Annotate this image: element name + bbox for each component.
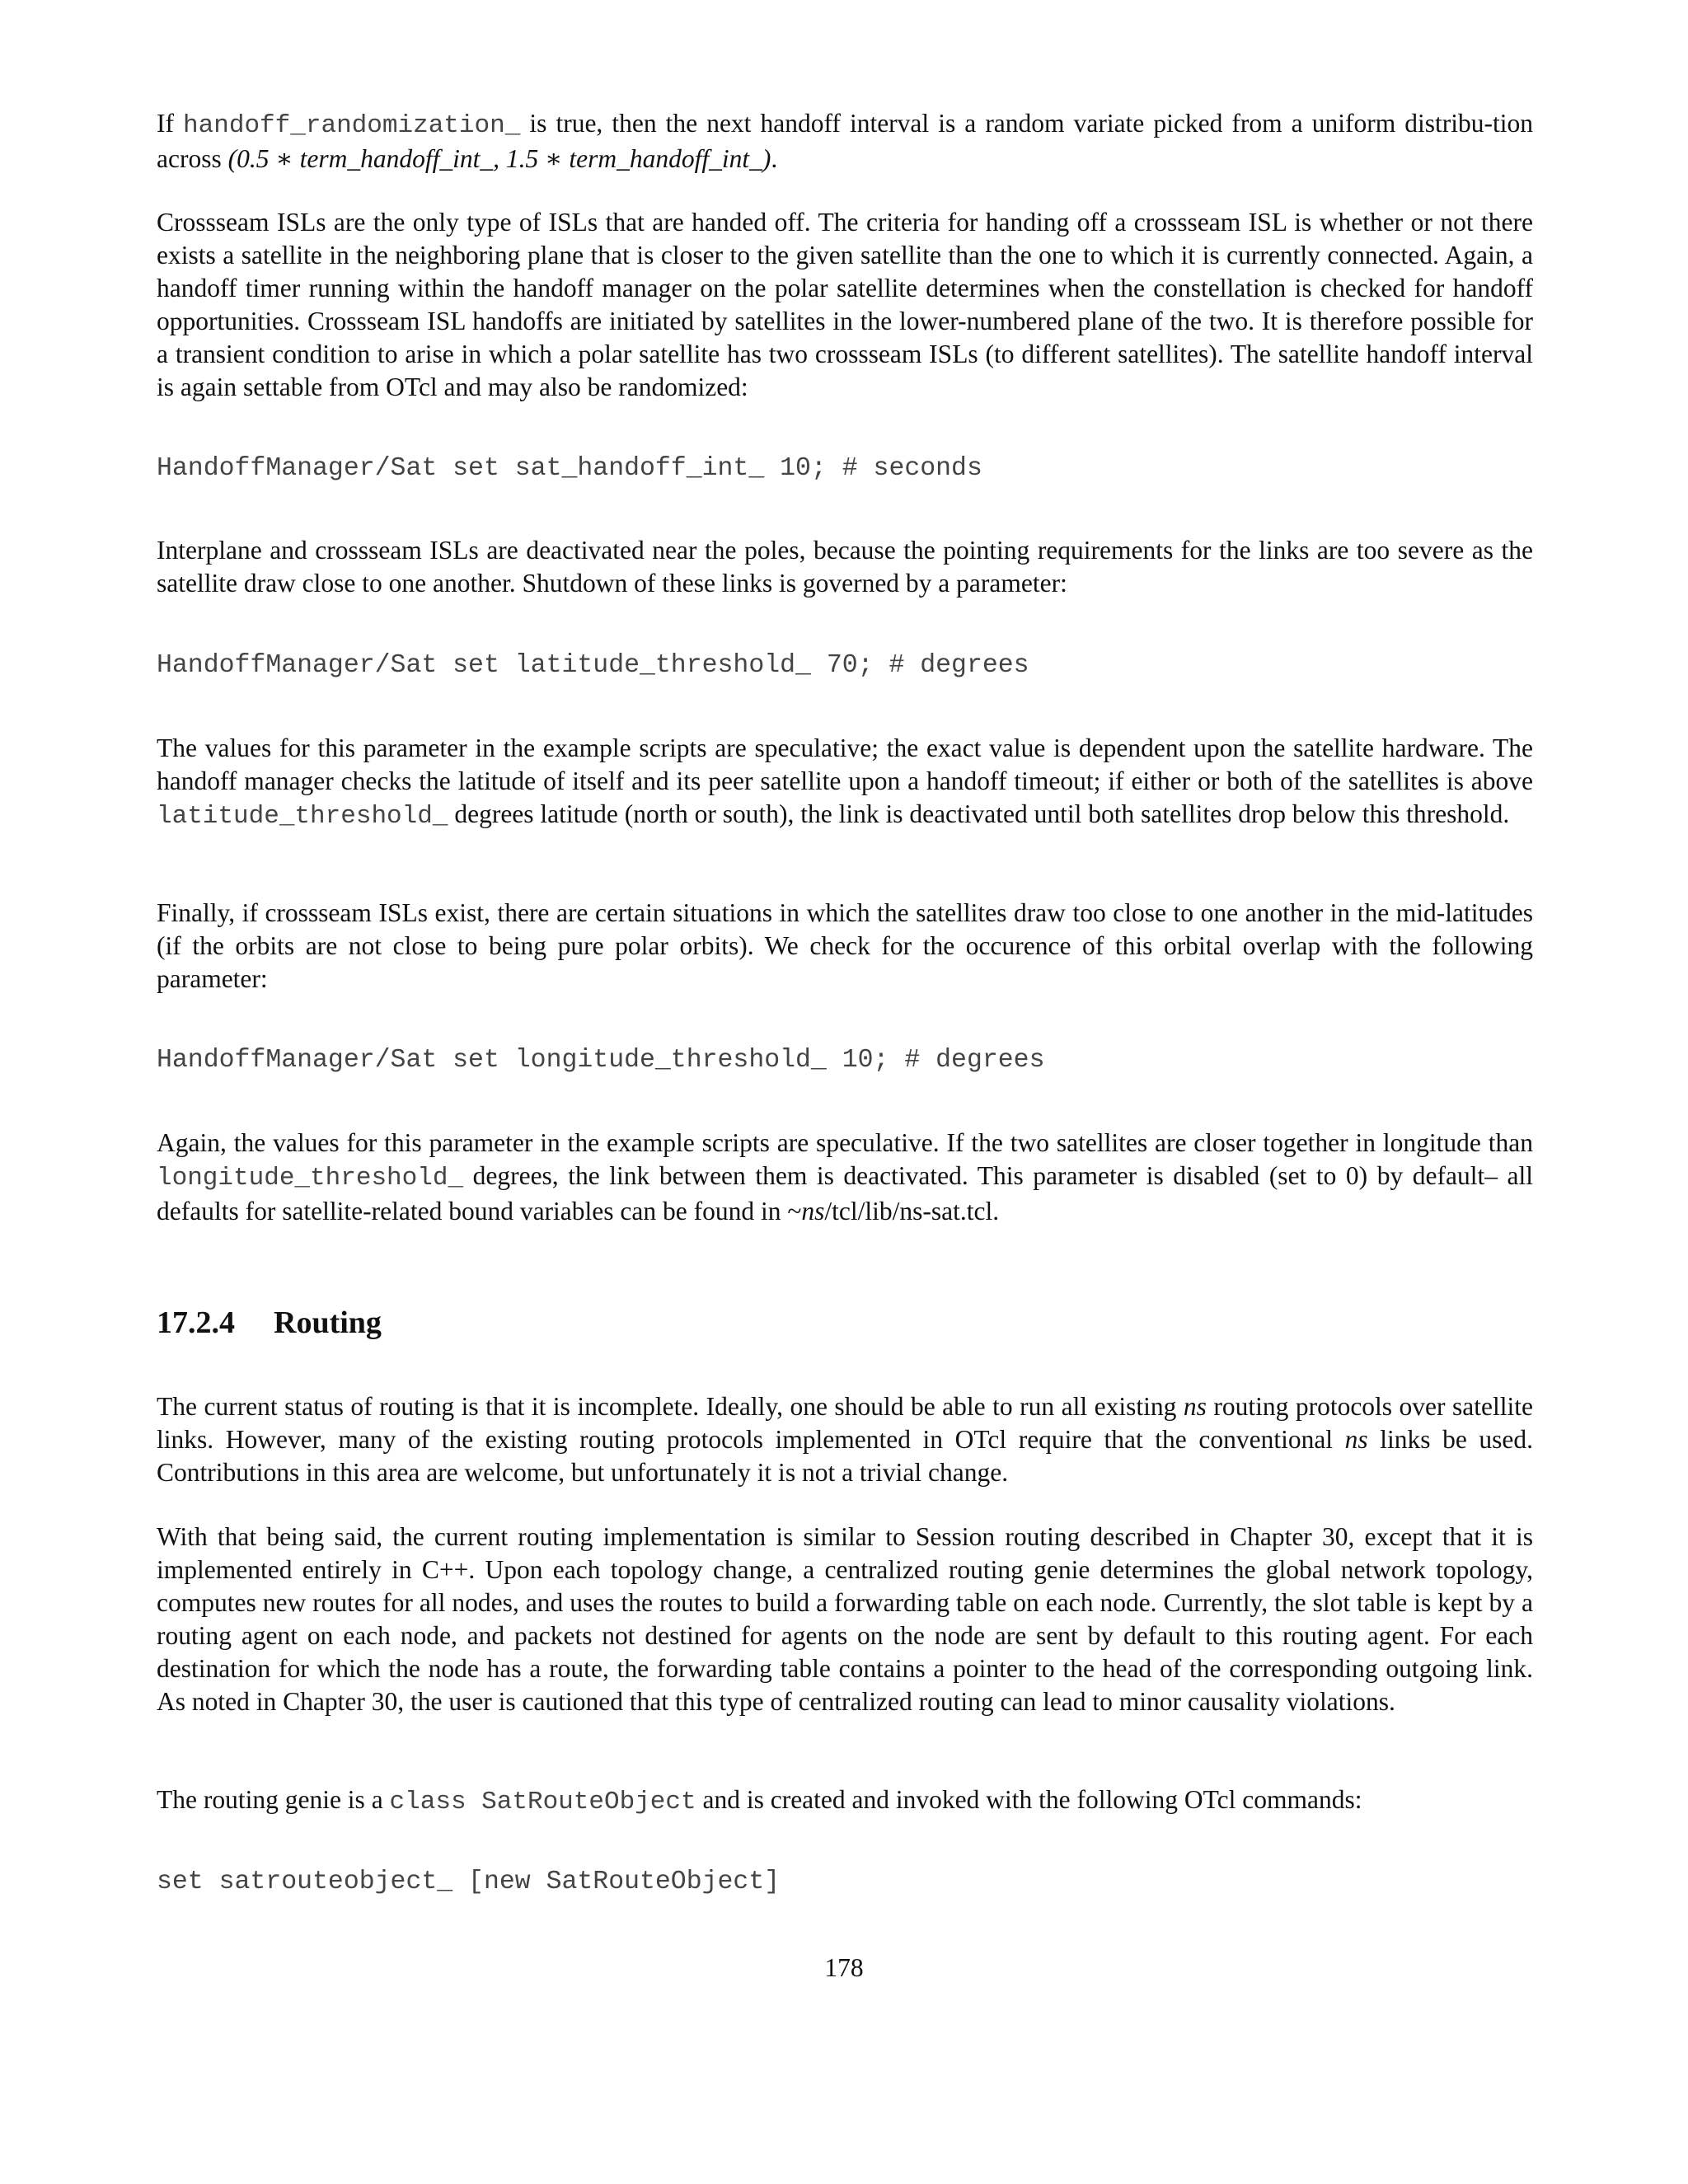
paragraph-text: Interplane and crossseam ISLs are deactivated near the poles, because the pointing requirements for the links are too severe as the satellite draw close to one another. Shutdown of these links is governed by a parameter: [157,536,1533,598]
inline-code: latitude_threshold_ [157,802,448,831]
text: degrees, the link between them is deactivated. This parameter is disabled (set to 0) by default– all defaults for satellite-related bound variables can be found in ~ [157,1161,1533,1226]
paragraph-text: Crossseam ISLs are the only type of ISLs that are handed off. The criteria for handing off a crossseam ISL is whether or not there exists a satellite in the neighboring plane that is closer to the given satellite than the one to which it is currently connected. Again, a handoff timer running within the handoff manager on the polar satellite determines when the constellation is checked for handoff opportunities. Crossseam ISL handoffs are initiated by satellites in the lower-numbered plane of the two. It is therefore possible for a transient condition to arise in which a polar satellite has two crossseam ISLs (to different satellites). The satellite handoff interval is again settable from OTcl and may also be randomized: [157,208,1533,401]
text: is true, then the next handoff interval is a random variate picked from a uniform distribu-tion across [157,109,1533,173]
inline-code: longitude_threshold_ [157,1164,464,1193]
paragraph-handoff-randomization [157,107,1533,176]
math-expression: (0.5 ∗ term_handoff_int_, 1.5 ∗ term_handoff_int_) [227,144,771,173]
text: The current status of routing is that it is incomplete. Ideally, one should be able to run all existing [157,1392,1184,1421]
code-latitude-threshold: HandoffManager/Sat set latitude_threshold_ 70; # degrees [157,651,1029,680]
text: If [157,109,184,138]
inline-code: class SatRouteObject [389,1788,696,1816]
section-heading [157,1304,382,1342]
code-satrouteobject: set satrouteobject_ [new SatRouteObject] [157,1868,781,1896]
text: The routing genie is a [157,1785,390,1814]
text: links be used. Contributions in this area are welcome, but unfortunately it is not a trivial change. [157,1425,1533,1487]
inline-code: handoff_randomization_ [183,111,521,140]
paragraph-session-routing [157,1521,1533,1718]
text: Again, the values for this parameter in the example scripts are speculative. If the two satellites are closer together in longitude than [157,1128,1533,1157]
section-title: Routing [274,1305,382,1340]
emphasis: ns [1183,1392,1207,1421]
paragraph-text: With that being said, the current routing implementation is similar to Session routing described in Chapter 30, except that it is implemented entirely in C++. Upon each topology change, a centralized routing genie determines the global network topology, computes new routes for all nodes, and uses the routes to build a forwarding table on each node. Currently, the slot table is kept by a routing agent on each node, and packets not destined for agents on the node are sent by default to this routing agent. For each destination for which the node has a route, the forwarding table contains a pointer to the head of the corresponding outgoing link. As noted in Chapter 30, the user is cautioned that this type of centralized routing can lead to minor causality violations. [157,1522,1533,1716]
paragraph-values [157,732,1533,833]
code-sat-handoff: HandoffManager/Sat set sat_handoff_int_ 10; # seconds [157,454,982,483]
code-longitude-threshold: HandoffManager/Sat set longitude_threshold_ 10; # degrees [157,1046,1045,1075]
paragraph-text: Finally, if crossseam ISLs exist, there are certain situations in which the satellites draw too close to one another in the mid-latitudes (if the orbits are not close to being pure polar orbits). We check for the occurence of this orbital overlap with the following parameter: [157,898,1533,993]
text: and is created and invoked with the following OTcl commands: [696,1785,1362,1814]
text: /tcl/lib/ns-sat.tcl. [824,1197,1000,1226]
paragraph-crossseam [157,206,1533,404]
emphasis: ns [1344,1425,1368,1454]
page-number: 178 [824,1953,864,1982]
text: The values for this parameter in the example scripts are speculative; the exact value is dependent upon the satellite hardware. The handoff manager checks the latitude of itself and its peer satellite upon a handoff timeout; if either or both of the satellites is above [157,733,1533,795]
paragraph-again [157,1127,1533,1228]
emphasis: ns [801,1197,825,1226]
paragraph-finally [157,897,1533,996]
paragraph-interplane [157,534,1533,600]
text: . [771,144,778,173]
paragraph-routing-status [157,1390,1533,1489]
text: routing protocols over satellite links. However, many of the existing routing protocols implemented in OTcl require that the conventional [157,1392,1533,1454]
section-number: 17.2.4 [157,1305,235,1340]
paragraph-routing-genie [157,1783,1533,1819]
text: degrees latitude (north or south), the link is deactivated until both satellites drop below this threshold. [448,799,1510,828]
